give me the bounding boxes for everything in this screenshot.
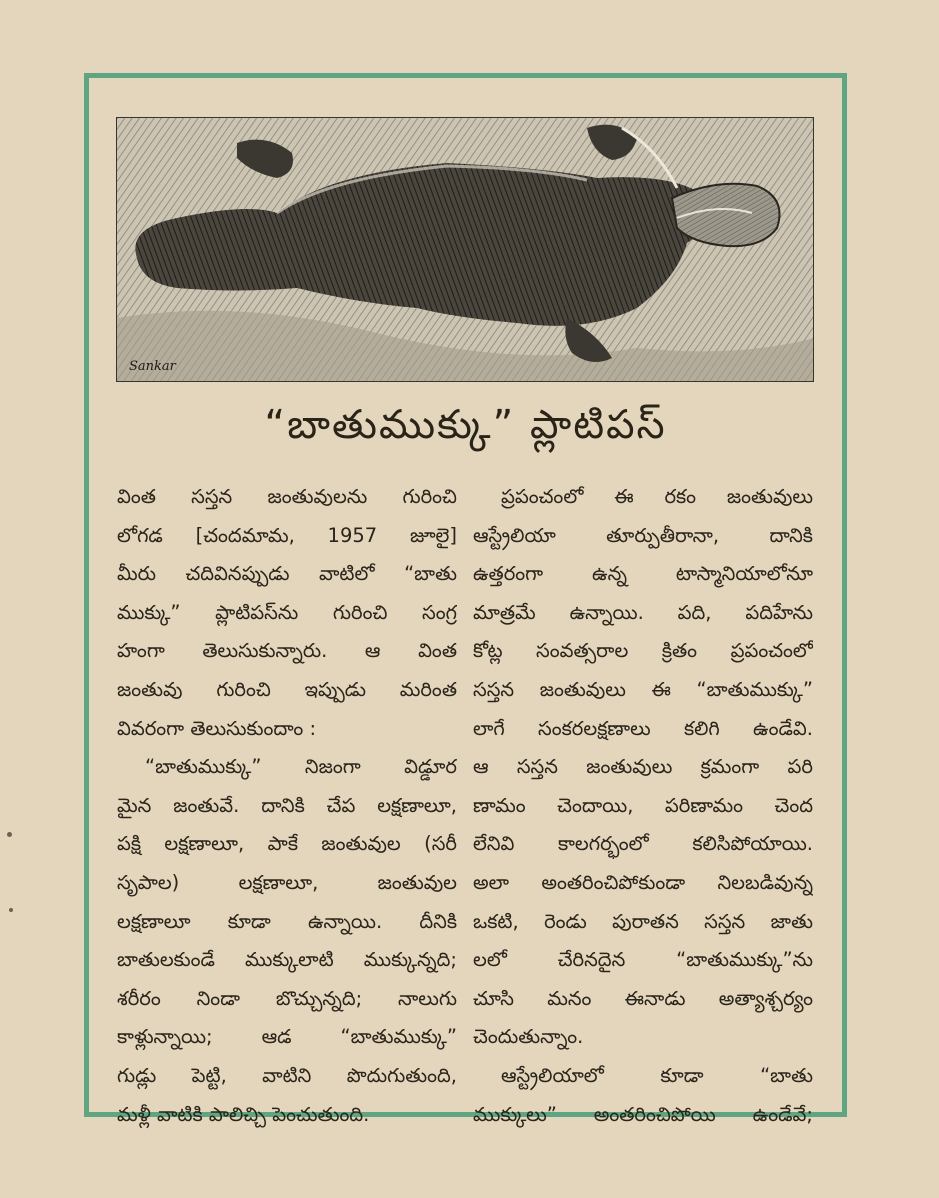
text-line: ప్రపంచంలో ఈ రకం జంతువులు (501, 485, 813, 508)
text-line: ఆ సస్తన జంతువులు క్రమంగా పరి (473, 755, 813, 779)
text-line: శరీరం నిండా బొచ్చున్నది; నాలుగు (117, 986, 457, 1010)
text-line: కాళ్లున్నాయి; ఆడ “బాతుముక్కు” (117, 1025, 457, 1049)
text-line: లక్షణాలూ కూడా ఉన్నాయి. దీనికి (117, 909, 457, 933)
text-line: ఆస్ట్రేలియాలో కూడా “బాతు (501, 1063, 813, 1087)
text-line: ఆస్ట్రేలియా తూర్పుతీరానా, దానికి (473, 523, 813, 547)
text-line: లలో చేరినదైన “బాతుముక్కు”ను (473, 948, 813, 972)
text-line: పక్షి లక్షణాలూ, పాకే జంతువుల (సరీ (117, 832, 457, 856)
text-line: లేనివి కాలగర్భంలో కలిసిపోయాయి. (473, 832, 813, 856)
text-line: ముక్కులు” అంతరించిపోయి ఉండేవే; (473, 1102, 813, 1126)
text-line: జంతువు గురించి ఇప్పుడు మరింత (117, 677, 457, 701)
text-line: ముక్కు” ప్లాటిపస్‌ను గురించి సంగ్ర (117, 600, 457, 624)
paper-speck (9, 908, 13, 912)
paper-speck (7, 832, 12, 837)
page-title: “బాతుముక్కు” ప్లాటిపస్ (264, 402, 667, 448)
text-line: చూసి మనం ఈనాడు అత్యాశ్చర్యం (473, 986, 813, 1010)
text-line: మళ్లీ వాటికి పాలిచ్చి పెంచుతుంది. (117, 1102, 370, 1126)
text-line: ఉత్తరంగా ఉన్న టాస్మానియాలోనూ (473, 562, 813, 586)
text-line: లాగే సంకరలక్షణాలు కలిగి ఉండేవి. (473, 716, 813, 740)
platypus-illustration (116, 117, 814, 382)
left-column (117, 478, 457, 1134)
text-line: “బాతుముక్కు” నిజంగా విడ్డూర (145, 755, 457, 779)
text-line: చెందుతున్నాం. (473, 1025, 584, 1049)
text-line: మైన జంతువే. దానికి చేప లక్షణాలూ, (117, 793, 457, 817)
text-line: గుడ్లు పెట్టి, వాటిని పొదుగుతుంది, (117, 1063, 457, 1087)
text-line: ణామం చెందాయి, పరిణామం చెంద (473, 793, 813, 817)
text-line: బాతులకుండే ముక్కులాటి ముక్కున్నది; (117, 948, 457, 972)
artist-signature: Sankar (129, 359, 176, 374)
text-line: ఒకటి, రెండు పురాతన సస్తన జాతు (473, 909, 813, 933)
text-line: సృపాల) లక్షణాలూ, జంతువుల (117, 870, 457, 894)
text-line: మీరు చదివినప్పుడు వాటిలో “బాతు (117, 562, 457, 586)
right-column (473, 478, 813, 1134)
text-line: సస్తన జంతువులు ఈ “బాతుముక్కు” (473, 677, 813, 701)
text-line: హంగా తెలుసుకున్నారు. ఆ వింత (117, 639, 457, 663)
text-line: కోట్ల సంవత్సరాల క్రితం ప్రపంచంలో (473, 639, 813, 663)
text-line: వివరంగా తెలుసుకుందాం : (117, 716, 317, 740)
text-line: వింత సస్తన జంతువులను గురించి (117, 485, 457, 508)
text-line: లోగడ [చందమామ, 1957 జూలై] (117, 523, 457, 547)
text-line: అలా అంతరించిపోకుండా నిలబడివున్న (473, 870, 813, 894)
text-line: మాత్రమే ఉన్నాయి. పది, పదిహేను (473, 600, 813, 624)
